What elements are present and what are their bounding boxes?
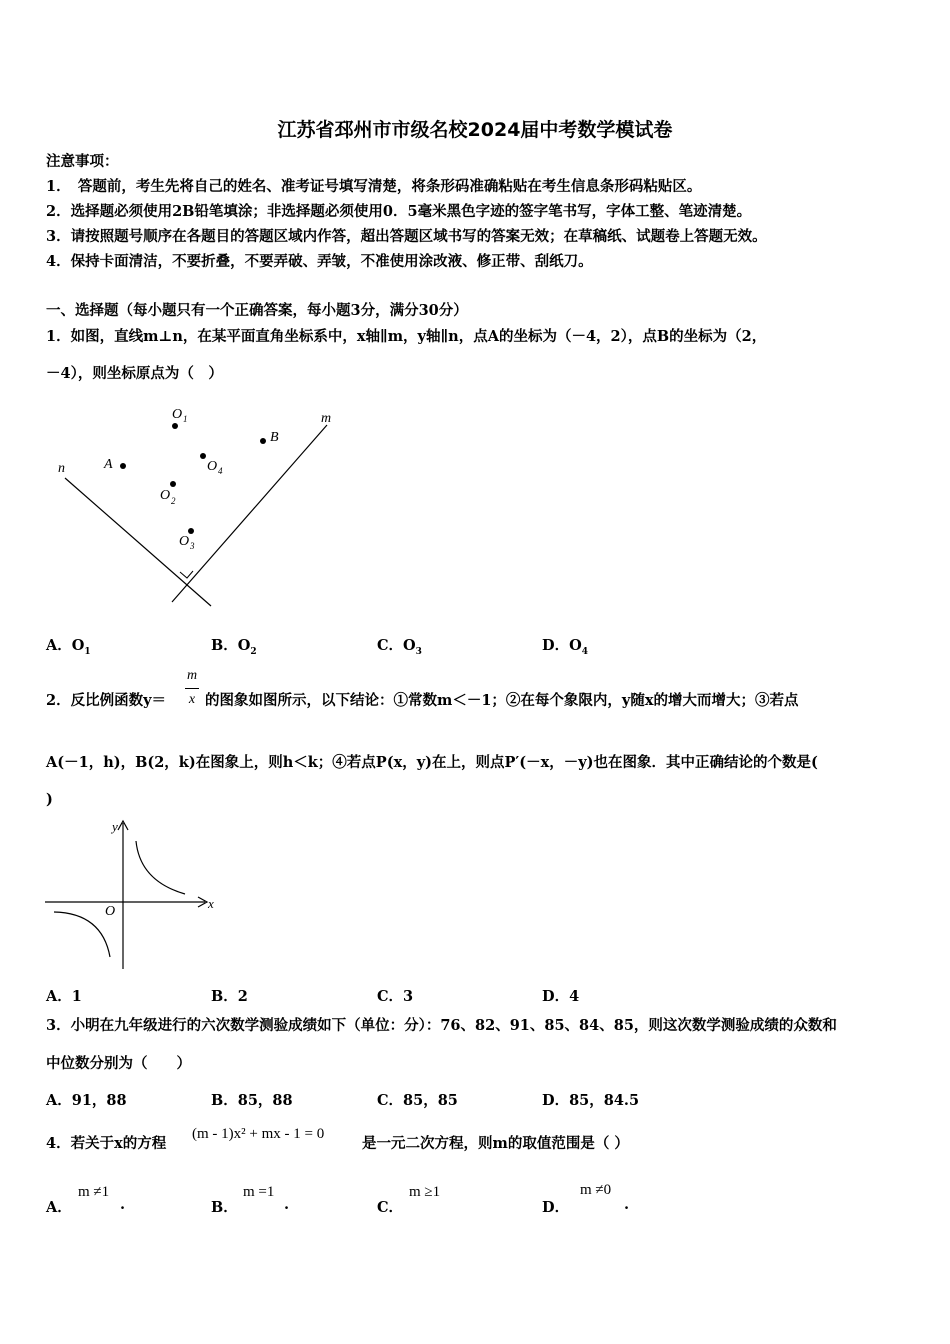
label-O3: O	[179, 534, 190, 549]
label-x: x	[208, 896, 214, 911]
q3-option-a[interactable]: A．91，88	[46, 1092, 127, 1109]
q3-text-line1: 3．小明在九年级进行的六次数学测验成绩如下（单位：分）：76、82、91、85、84、85，则这次数学测验成绩的众数和	[46, 1017, 837, 1034]
q4-option-b-end: .	[284, 1196, 290, 1213]
hyperbola-branch-1	[136, 841, 185, 894]
q2-text-suffix: 的图象如图所示，以下结论：①常数m＜－1；②在每个象限内，y随x的增大而增大；③若点	[205, 692, 799, 709]
q4-equation: (m - 1)x² + mx - 1 = 0	[192, 1126, 325, 1142]
q2-option-d[interactable]: D．4	[542, 988, 580, 1005]
q2-text-line3: )	[46, 791, 53, 808]
label-O1: O	[172, 407, 183, 422]
point-A	[120, 463, 126, 469]
q4-option-c-math: m ≥1	[409, 1184, 441, 1200]
section-heading: 一、选择题（每小题只有一个正确答案，每小题3分，满分30分）	[46, 302, 468, 319]
q2-fraction-denominator: x	[188, 692, 196, 707]
label-A: A	[104, 457, 113, 472]
q2-option-c[interactable]: C．3	[377, 988, 414, 1005]
label-O2: O	[160, 488, 171, 503]
point-O4	[200, 453, 206, 459]
q3-option-c[interactable]: C．85，85	[377, 1092, 458, 1109]
notice-item-3: 3．请按照题号顺序在各题目的答题区域内作答，超出答题区域书写的答案无效；在草稿纸、试题卷上答题无效。	[46, 228, 767, 245]
q4-option-b-math: m =1	[243, 1184, 275, 1200]
q3-text-line2: 中位数分别为（ ）	[46, 1055, 191, 1072]
q4-option-d-label[interactable]: D．	[542, 1199, 570, 1216]
label-B: B	[270, 430, 279, 445]
q2-text-line2: A(－1，h)，B(2，k)在图象上，则h＜k；④若点P(x，y)在上，则点P′(－x，－y)也在图象．其中正确结论的个数是(	[46, 754, 818, 771]
q2-figure	[40, 815, 230, 973]
q1-text-line2: －4），则坐标原点为（ ）	[46, 365, 223, 382]
q2-fraction-bar	[185, 688, 199, 689]
notice-heading: 注意事项：	[46, 153, 119, 170]
q4-option-d-end: .	[624, 1196, 630, 1213]
line-m	[172, 425, 327, 602]
notice-item-2: 2．选择题必须使用2B铅笔填涂；非选择题必须使用0．5毫米黑色字迹的签字笔书写，字体工整、笔迹清楚。	[46, 203, 752, 220]
q3-option-d[interactable]: D．85，84.5	[542, 1092, 640, 1109]
q4-option-a-label[interactable]: A．	[46, 1199, 72, 1216]
q4-text-prefix: 4．若关于x的方程	[46, 1135, 167, 1152]
q1-option-b[interactable]: B．$O_2$	[211, 637, 257, 657]
exam-title: 江苏省邳州市市级名校2024届中考数学模试卷	[277, 119, 673, 141]
q4-text-suffix: 是一元二次方程，则m的取值范围是（ ）	[362, 1135, 629, 1152]
q2-option-b[interactable]: B．2	[211, 988, 248, 1005]
label-m: m	[321, 411, 332, 426]
q4-option-c-label[interactable]: C．	[377, 1199, 404, 1216]
hyperbola-branch-2	[54, 912, 110, 957]
notice-item-4: 4．保持卡面清洁，不要折叠，不要弄破、弄皱，不准使用涂改液、修正带、刮纸刀。	[46, 253, 593, 270]
q1-option-d[interactable]: D．$O_4$	[542, 637, 588, 657]
q3-option-b[interactable]: B．85，88	[211, 1092, 293, 1109]
label-O4: O	[207, 459, 218, 474]
q4-option-d-math: m ≠0	[580, 1182, 612, 1198]
right-angle-mark	[180, 571, 193, 578]
q4-option-a-math: m ≠1	[78, 1184, 110, 1200]
label-O1-sub: 1	[183, 414, 188, 424]
notice-item-1: 1． 答题前，考生先将自己的姓名、准考证号填写清楚，将条形码准确粘贴在考生信息条形码粘贴区。	[46, 178, 702, 195]
q1-text-line1: 1．如图，直线m⊥n，在某平面直角坐标系中，x轴∥m，y轴∥n，点A的坐标为（－4，2），点B的坐标为（2，	[46, 328, 767, 345]
q2-text-prefix: 2．反比例函数y＝	[46, 692, 167, 709]
q1-option-c[interactable]: C．$O_3$	[377, 637, 422, 657]
q4-option-a-end: .	[120, 1196, 126, 1213]
label-O3-sub: 3	[190, 541, 195, 551]
point-O1	[172, 423, 178, 429]
point-O2	[170, 481, 176, 487]
q1-option-a[interactable]: A．$O_1$	[46, 637, 91, 657]
q2-fraction-numerator: m	[186, 668, 198, 683]
label-O4-sub: 4	[218, 466, 223, 476]
q4-option-b-label[interactable]: B．	[211, 1199, 238, 1216]
q2-option-a[interactable]: A．1	[46, 988, 82, 1005]
label-n: n	[58, 461, 65, 476]
label-O2-sub: 2	[171, 496, 176, 506]
label-origin: O	[105, 904, 116, 919]
q1-figure	[40, 400, 350, 615]
point-B	[260, 438, 266, 444]
label-y: y	[112, 819, 118, 834]
